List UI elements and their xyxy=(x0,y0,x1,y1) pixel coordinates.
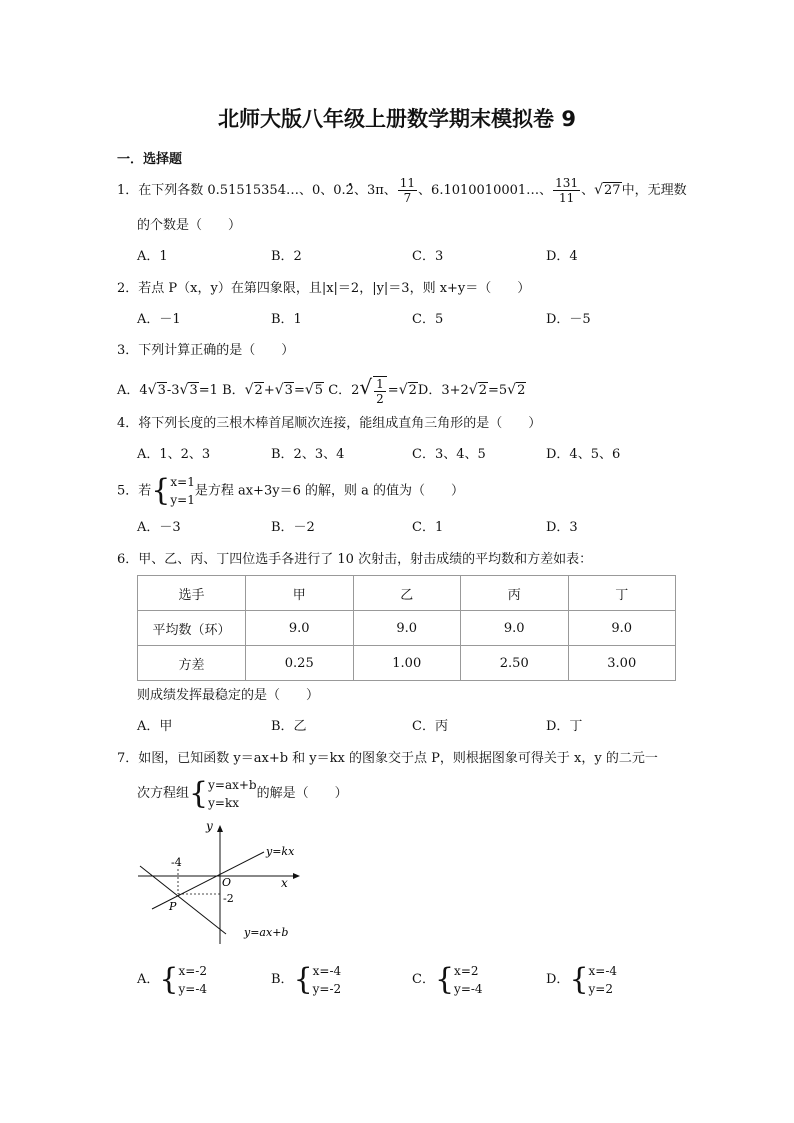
q4-option-a[interactable]: A．1、2、3 xyxy=(137,447,211,462)
table-cell: 平均数（环） xyxy=(138,611,246,646)
q2-option-d[interactable]: D．－5 xyxy=(546,312,591,327)
q3-b-mid: + xyxy=(263,383,275,398)
y-axis-arrow-icon xyxy=(217,825,223,832)
q3-d-pre: D．3+2 xyxy=(417,383,469,398)
q1-fraction-2-denominator: 11 xyxy=(558,191,575,205)
question-2: 2．若点 P（x，y）在第四象限，且|x|＝2，|y|＝3，则 x+y＝（ ） xyxy=(117,281,531,296)
sqrt-symbol: √ xyxy=(359,375,373,399)
q3-d-radicand-1: 2 xyxy=(478,383,487,398)
brace-symbol: { xyxy=(151,473,171,508)
sqrt-symbol: √ xyxy=(244,382,254,398)
q7-option-a-eq-1: x=-2 xyxy=(178,963,207,978)
q3-b-radicand-1: 2 xyxy=(254,383,263,398)
question-1 xyxy=(117,176,687,205)
q4-option-b[interactable]: B．2、3、4 xyxy=(271,447,345,462)
q7-option-a-eq-2: y=-4 xyxy=(178,981,208,996)
table-cell: 9.0 xyxy=(353,611,461,646)
q1-option-a[interactable]: A．1 xyxy=(137,249,168,264)
q7-option-c[interactable] xyxy=(412,960,483,1000)
q3-b-radicand-2: 3 xyxy=(284,383,293,398)
q7-option-b-eq-1: x=-4 xyxy=(312,963,342,978)
sqrt-symbol: √ xyxy=(179,382,189,398)
q3-a-pre: A．4 xyxy=(117,383,148,398)
table-row xyxy=(138,646,676,681)
q7-option-a-system xyxy=(178,962,207,998)
q7-system-eq-2: y=kx xyxy=(208,795,239,810)
q1-text-mid3: 、 xyxy=(581,183,595,198)
q7-option-a[interactable] xyxy=(137,960,207,1000)
q1-text-pre: 1．在下列各数 0.51515354…、0、0. xyxy=(117,183,346,198)
q5-pre: 5．若 xyxy=(117,483,152,499)
q3-options xyxy=(117,374,526,406)
point-label: P xyxy=(169,900,177,913)
q3-c-denominator: 2 xyxy=(376,391,384,406)
q3-option-a[interactable] xyxy=(117,383,218,398)
q7-option-c-eq-1: x=2 xyxy=(454,963,479,978)
tick-label-x: -4 xyxy=(171,856,182,869)
q5-option-d[interactable]: D．3 xyxy=(546,520,578,535)
q7-option-c-eq-2: y=-4 xyxy=(454,981,483,996)
brace-symbol: { xyxy=(434,961,455,997)
y-axis-label: y xyxy=(206,819,213,833)
q5-system xyxy=(170,473,194,509)
q7-line2-pre: 次方程组 xyxy=(137,786,190,801)
table-header-cell: 丙 xyxy=(461,576,569,611)
q4-option-c[interactable]: C．3、4、5 xyxy=(412,447,486,462)
sqrt-symbol: √ xyxy=(274,382,284,398)
q6-option-c[interactable]: C．丙 xyxy=(412,719,448,734)
origin-label: O xyxy=(222,876,232,889)
table-header-cell: 丁 xyxy=(568,576,676,611)
q3-c-numerator: 1 xyxy=(376,376,384,391)
table-cell: 2.50 xyxy=(461,646,569,681)
table-header-row xyxy=(138,576,676,611)
q1-repeating-digit: • 2 xyxy=(346,183,354,198)
q6-after-text: 则成绩发挥最稳定的是（ ） xyxy=(137,688,320,703)
page-title: 北师大版八年级上册数学期末模拟卷 9 xyxy=(218,107,576,131)
table-cell: 9.0 xyxy=(568,611,676,646)
table-cell: 9.0 xyxy=(246,611,354,646)
line-label-axb: y=ax+b xyxy=(244,926,289,939)
q3-c-fraction xyxy=(373,376,387,406)
q1-fraction-1-numerator: 11 xyxy=(399,176,416,190)
q3-b-pre: B． xyxy=(222,383,245,398)
q1-fraction-1-denominator: 7 xyxy=(403,191,412,205)
table-cell: 3.00 xyxy=(568,646,676,681)
q1-text-mid1: 、3π、 xyxy=(353,183,397,198)
q5-system-eq-2: y=1 xyxy=(170,493,195,507)
brace-symbol: { xyxy=(569,961,589,997)
q7-option-d-system xyxy=(589,962,618,998)
q5-option-a[interactable]: A．－3 xyxy=(137,520,181,535)
question-4: 4．将下列长度的三根木棒首尾顺次连接，能组成直角三角形的是（ ） xyxy=(117,416,542,431)
question-3: 3．下列计算正确的是（ ） xyxy=(117,343,295,358)
q7-line-2 xyxy=(137,774,348,814)
sqrt-symbol: √ xyxy=(468,382,478,398)
q7-option-d[interactable] xyxy=(546,960,617,1000)
q5-option-c[interactable]: C．1 xyxy=(412,520,444,535)
brace-symbol: { xyxy=(189,775,209,811)
q3-c-pre: C．2 xyxy=(328,383,360,398)
sqrt-symbol: √ xyxy=(507,382,517,398)
q7-option-c-system xyxy=(454,962,483,998)
q7-option-d-letter: D． xyxy=(546,972,570,987)
q5-system-eq-1: x=1 xyxy=(170,475,195,489)
question-6: 6．甲、乙、丙、丁四位选手各进行了 10 次射击，射击成绩的平均数和方差如表： xyxy=(117,552,593,567)
q7-option-b-eq-2: y=-2 xyxy=(312,981,342,996)
table-header-cell: 选手 xyxy=(138,576,246,611)
q5-option-b[interactable]: B．－2 xyxy=(271,520,315,535)
x-axis-arrow-icon xyxy=(293,873,300,879)
q1-option-b[interactable]: B．2 xyxy=(271,249,302,264)
q7-option-b-system xyxy=(313,962,342,998)
q1-radicand: 27 xyxy=(604,183,621,198)
q2-option-c[interactable]: C．5 xyxy=(412,312,444,327)
q7-system xyxy=(208,776,257,812)
q6-option-d[interactable]: D．丁 xyxy=(546,719,583,734)
q7-option-d-eq-1: x=-4 xyxy=(588,963,618,978)
table-cell: 9.0 xyxy=(461,611,569,646)
q3-a-radicand-1: 3 xyxy=(157,383,166,398)
q1-line-2: 的个数是（ ） xyxy=(137,218,242,233)
function-graph xyxy=(134,818,304,946)
sqrt-symbol: √ xyxy=(398,382,408,398)
question-5 xyxy=(117,473,464,510)
q3-d-radicand-2: 2 xyxy=(517,383,526,398)
tick-label-y: -2 xyxy=(223,892,234,905)
q1-fraction-2-numerator: 131 xyxy=(555,176,579,190)
table-header-cell: 乙 xyxy=(353,576,461,611)
q3-b-eq: = xyxy=(293,383,305,398)
q5-post: 是方程 ax+3y＝6 的解，则 a 的值为（ ） xyxy=(194,483,464,499)
q7-option-a-letter: A． xyxy=(137,972,160,987)
q4-option-d[interactable]: D．4、5、6 xyxy=(546,447,621,462)
q1-option-d[interactable]: D．4 xyxy=(546,249,578,264)
q3-a-mid: -3 xyxy=(166,383,180,398)
q3-d-eq: =5 xyxy=(487,383,508,398)
table-row xyxy=(138,611,676,646)
q1-option-c[interactable]: C．3 xyxy=(412,249,444,264)
q3-option-d[interactable] xyxy=(418,383,526,398)
brace-symbol: { xyxy=(293,961,313,997)
q7-line2-post: 的解是（ ） xyxy=(256,786,348,801)
score-table xyxy=(137,575,676,681)
q1-text-mid2: 、6.1010010001…、 xyxy=(418,183,553,198)
q3-a-post: =1 xyxy=(198,383,218,398)
question-7: 7．如图，已知函数 y＝ax+b 和 y＝kx 的图象交于点 P，则根据图象可得关于 x，y 的二元一 xyxy=(117,751,658,766)
q6-option-b[interactable]: B．乙 xyxy=(271,719,307,734)
sqrt-symbol: √ xyxy=(147,382,157,398)
x-axis-label: x xyxy=(281,876,288,890)
table-header-cell: 甲 xyxy=(246,576,354,611)
q7-option-b-letter: B． xyxy=(271,972,294,987)
table-cell: 方差 xyxy=(138,646,246,681)
q7-system-eq-1: y=ax+b xyxy=(208,777,257,792)
q2-option-a[interactable]: A．－1 xyxy=(137,312,181,327)
q3-c-eq: = xyxy=(387,383,399,398)
table-cell: 0.25 xyxy=(246,646,354,681)
q3-option-c[interactable] xyxy=(328,375,418,406)
q3-a-radicand-2: 3 xyxy=(189,383,198,398)
sqrt-symbol: √ xyxy=(304,382,314,398)
q1-fraction-1 xyxy=(398,176,417,205)
q3-c-radicand: 2 xyxy=(408,383,417,398)
q6-option-a[interactable]: A．甲 xyxy=(137,719,173,734)
q7-option-d-eq-2: y=2 xyxy=(588,981,613,996)
table-cell: 1.00 xyxy=(353,646,461,681)
q3-option-b[interactable] xyxy=(222,383,324,398)
brace-symbol: { xyxy=(159,961,179,997)
q1-text-post: 中，无理数 xyxy=(621,183,687,198)
section-heading: 一．选择题 xyxy=(117,152,183,167)
q7-option-c-letter: C． xyxy=(412,972,435,987)
q2-option-b[interactable]: B．1 xyxy=(271,312,302,327)
q7-option-b[interactable] xyxy=(271,960,341,1000)
q3-b-radicand-3: 5 xyxy=(314,383,324,398)
q1-fraction-2 xyxy=(553,176,580,205)
line-label-kx: y=kx xyxy=(266,845,295,858)
sqrt-symbol: √ xyxy=(594,182,604,198)
